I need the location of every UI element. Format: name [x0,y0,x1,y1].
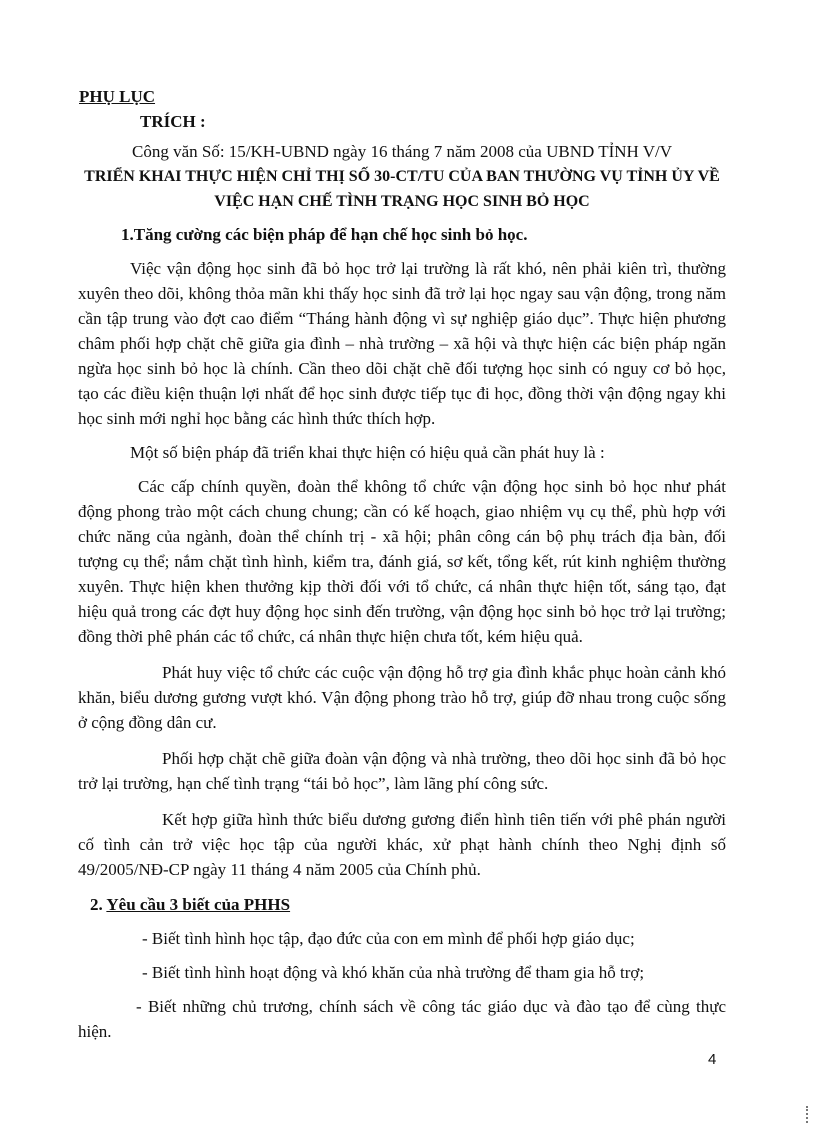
section-2-title [90,892,726,917]
excerpt-heading: TRÍCH : [140,112,206,131]
appendix-heading: PHỤ LỤC [79,87,156,106]
list-item: - Biết những chủ trương, chính sách về công tác giáo dục và đào tạo để cùng thực hiện. [78,997,726,1041]
page-number: 4 [708,1051,717,1068]
reference-line: Công văn Số: 15/KH-UBND ngày 16 tháng 7 năm 2008 của UBND TỈNH V/V [131,142,673,161]
paragraph: Kết hợp giữa hình thức biểu dương gương điển hình tiên tiến với phê phán người cố tình cản trở việc học tập của người khác, xử phạt hành chính theo Nghị định số 49/2005/NĐ-CP ngày 11 tháng 4 năm 2005 của Chính phủ. [78,810,726,879]
section-1-title: 1.Tăng cường các biện pháp để hạn chế học sinh bỏ học. [121,225,528,244]
section-2-title-text: Yêu cầu 3 biết của PHHS [106,895,291,914]
paragraph: Phối hợp chặt chẽ giữa đoàn vận động và nhà trường, theo dõi học sinh đã bỏ học trở lại trường, hạn chế tình trạng “tái bỏ học”, làm lãng phí công sức. [78,749,726,793]
list-item: - Biết tình hình học tập, đạo đức của con em mình để phối hợp giáo dục; [142,929,635,948]
paragraph: Các cấp chính quyền, đoàn thể không tổ chức vận động học sinh bỏ học như phát động phong trào một cách chung chung; cần có kế hoạch, giao nhiệm vụ cụ thể, phù hợp với chức năng của ngành, đoàn thể chính trị - xã hội; phân công cán bộ phụ trách địa bàn, đối tượng cụ thể; nắm chặt tình hình, kiểm tra, đánh giá, sơ kết, tổng kết, rút kinh nghiệm thường xuyên. Thực hiện khen thưởng kịp thời đối với tổ chức, cá nhân thực hiện tốt, sáng tạo, đạt hiệu quả trong các đợt huy động học sinh đến trường, vận động học sinh bỏ học trở lại trường; đồng thời phê phán các tổ chức, cá nhân thực hiện chưa tốt, kém hiệu quả. [78,477,726,646]
page-corner-mark [806,1106,816,1123]
paragraph: Phát huy việc tổ chức các cuộc vận động hỗ trợ gia đình khắc phục hoàn cảnh khó khăn, biểu dương gương vượt khó. Vận động phong trào hỗ trợ, giúp đỡ nhau trong cuộc sống ở cộng đồng dân cư. [78,663,726,732]
reference-title-line-2: VIỆC HẠN CHẾ TÌNH TRẠNG HỌC SINH BỎ HỌC [214,193,590,210]
list-item: - Biết tình hình hoạt động và khó khăn của nhà trường để tham gia hỗ trợ; [142,963,645,982]
reference-title-line-1: TRIỂN KHAI THỰC HIỆN CHỈ THỊ SỐ 30-CT/TU CỦA BAN THƯỜNG VỤ TỈNH ỦY VỀ [84,168,720,185]
section-2-number: 2. [90,895,107,914]
document-body [78,84,726,1044]
paragraph: Việc vận động học sinh đã bỏ học trở lại trường là rất khó, nên phải kiên trì, thường xuyên theo dõi, không thỏa mãn khi thấy học sinh đã trở lại học ngay sau vận động, trong năm cần tập trung vào đợt cao điểm “Tháng hành động vì sự nghiệp giáo dục”. Thực hiện phương châm phối hợp chặt chẽ giữa gia đình – nhà trường – xã hội và thực hiện các biện pháp ngăn ngừa học sinh bỏ học là chính. Cần theo dõi chặt chẽ đối tượng học sinh có nguy cơ bỏ học, tạo các điều kiện thuận lợi nhất để học sinh được tiếp tục đi học, đồng thời vận động ngay khi học sinh mới nghỉ học bằng các hình thức thích hợp. [78,259,726,428]
paragraph: Một số biện pháp đã triển khai thực hiện có hiệu quả cần phát huy là : [130,443,605,462]
